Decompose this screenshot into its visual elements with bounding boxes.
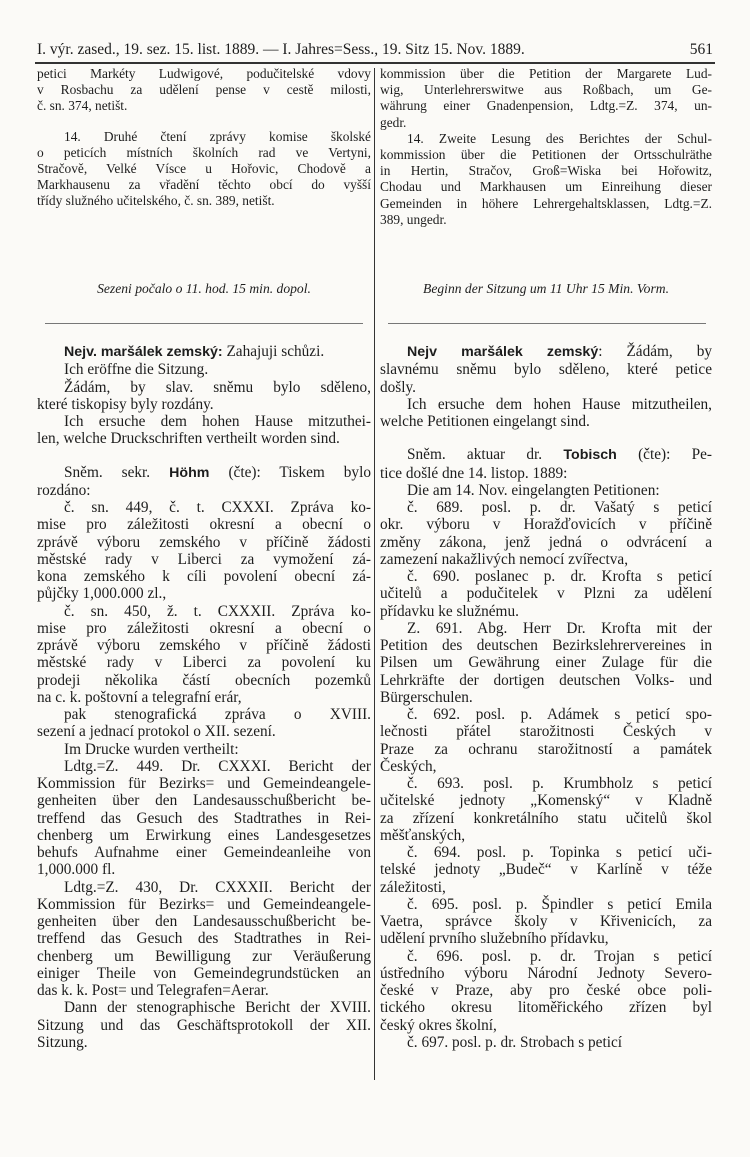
text-line: Pilsen um Gewährung einer Zulage für die: [380, 654, 712, 672]
text-line: o peticích místních školních rad ve Vertyni,: [37, 144, 371, 160]
text-line: Dann der stenographische Bericht der XVIII.: [64, 999, 371, 1017]
text-line: Kommission für Bezirks= und Gemeindeangele-: [37, 775, 371, 792]
paragraph: [380, 844, 712, 896]
paragraph: [37, 758, 371, 879]
paragraph: [380, 706, 712, 775]
text-line: Českých,: [380, 757, 437, 775]
text-line: lečnosti přátel starožitnosti Českých v: [380, 723, 712, 741]
paragraph: [380, 482, 712, 499]
text-line: č. 692. posl. p. Adámek s peticí spo-: [407, 706, 712, 723]
text-line: zprávě výboru zemského v příčině žádosti: [37, 637, 371, 654]
paragraph: [37, 66, 371, 115]
text-line: petici Markéty Ludwigové, podučitelské vdovy: [37, 66, 371, 81]
paragraph: [37, 741, 371, 758]
text-line: změny zákona, jenž jedná o odvrácení a: [380, 533, 712, 551]
text-line: č. sn. 374, netišt.: [37, 98, 128, 114]
text-line: č. sn. 449, č. t. CXXXI. Zpráva ko-: [64, 499, 371, 516]
text-line: č. 693. posl. p. Krumbholz s peticí: [407, 775, 712, 792]
text-line: Im Drucke wurden vertheilt:: [64, 740, 239, 758]
text-line: Chodau und Markhausen um Einreihung dieser: [380, 179, 712, 195]
paragraph: [380, 499, 712, 568]
text-line: Žádám, by slav. sněmu bylo sděleno,: [64, 378, 371, 396]
header-rule: [35, 62, 715, 64]
right-upper-column: [380, 66, 712, 228]
text-line: Vaetra, správce školy v Křivenicích, za: [380, 913, 712, 930]
text-line: č. sn. 450, ž. t. CXXXII. Zpráva ko-: [64, 602, 371, 620]
text-block: [380, 446, 712, 1051]
text-line: třídy služného učitelského, č. sn. 389, netišt.: [37, 193, 275, 209]
right-lower-column: [380, 343, 712, 1051]
text-line: 14. Druhé čtení zprávy komise školské: [64, 128, 371, 144]
text-block: [380, 343, 712, 430]
left-lower-column: [37, 343, 371, 1051]
session-start-german: Beginn der Sitzung um 11 Uhr 15 Min. Vorm.: [423, 281, 669, 296]
text-line: tice došlé dne 14. listop. 1889:: [380, 464, 568, 482]
text-line: gedr.: [380, 114, 407, 130]
text-line: len, welche Druckschriften vertheilt worden sind.: [37, 430, 340, 448]
text-line: Ldtg.=Z. 430, Dr. CXXXII. Bericht der: [64, 878, 371, 896]
text-line: Kommission für Bezirks= und Gemeindeangele-: [37, 895, 371, 913]
text-line: das k. k. Post= und Telegrafen=Aerar.: [37, 982, 269, 999]
text-line: č. 689. posl. p. dr. Vašatý s peticí: [407, 499, 712, 516]
speaker-name: Nejv maršálek zemský: [407, 344, 599, 360]
text-line: záležitosti,: [380, 878, 446, 896]
text-line: Sitzung.: [37, 1033, 88, 1051]
text-line: přídavku ke služnému.: [380, 602, 519, 620]
text-line: chenberg um Erwirkung eines Landesgesetzes: [37, 826, 371, 844]
text-line: zprávě výboru zemského v příčině žádosti: [37, 533, 371, 551]
text-line: měšťanských,: [380, 826, 466, 844]
text-line: slavnému sněmu bylo sděleno, které petice: [380, 361, 712, 379]
text-line: č. 690. poslanec p. dr. Krofta s peticí: [407, 568, 712, 585]
paragraph: [37, 706, 371, 741]
text-line: v Rosbachu za udělení pense v cestě milosti,: [37, 82, 371, 98]
text-line: Z. 691. Abg. Herr Dr. Krofta mit der: [407, 619, 712, 637]
text-line: treffend das Gesuch des Stadtrathes in Rei-: [37, 809, 371, 827]
text-line: č. 694. posl. p. Topinka s peticí uči-: [407, 844, 712, 861]
text-line: které tiskopisy byly rozdány.: [37, 395, 214, 413]
text-line: na c. k. poštovní a telegrafní erár,: [37, 688, 242, 706]
text-line: 14. Zweite Lesung des Berichtes der Schul-: [407, 130, 712, 146]
paragraph: [37, 379, 371, 414]
paragraph: [380, 343, 712, 396]
text-block: [37, 464, 371, 1052]
text-line: währung einer Gnadenpension, Ldtg.=Z. 374, un-: [380, 98, 712, 114]
text-line: prodeji několika částí obecních pozemků: [37, 671, 371, 689]
text-line: [37, 343, 371, 361]
left-upper-column: [37, 66, 371, 210]
paragraph: [380, 1034, 712, 1051]
text-line: 389, ungedr.: [380, 211, 447, 227]
column-divider: [374, 68, 375, 1080]
paragraph: [380, 948, 712, 1034]
speaker-name: Höhm: [169, 464, 210, 481]
text-line: Bürgerschulen.: [380, 688, 473, 706]
text-line: sezení a jednací protokol o XII. sezení.: [37, 723, 276, 741]
text-line: mise pro záležitosti okresní a obecní o: [37, 516, 371, 534]
text-line: 1,000.000 fl.: [37, 861, 116, 879]
text-line: in Hertin, Stračov, Groß=Wiska bei Hořowitz,: [380, 163, 712, 179]
text-line: genheiten über den Landesausschußbericht be-: [37, 792, 371, 810]
paragraph: [380, 66, 712, 131]
paragraph: [380, 896, 712, 948]
text-line: Gemeinden in höhere Lehrergehaltsklassen, Ldtg.=Z.: [380, 195, 712, 211]
text-line: městské rady v Liberci za vymožení zá-: [37, 550, 371, 568]
text-line: genheiten über den Landesausschußbericht be-: [37, 913, 371, 930]
text-line: [380, 343, 712, 361]
paragraph: [37, 999, 371, 1051]
text-line: Lehrkräfte der dortigen deutschen Volks- und: [380, 671, 712, 689]
text-line: městské rady v Liberci za povolení ku: [37, 654, 371, 672]
text-line: Stračově, Velké Vísce u Hořovic, Chodově a: [37, 161, 371, 177]
text-line: č. 697. posl. p. dr. Strobach s peticí: [407, 1033, 622, 1051]
text-line: treffend das Gesuch des Stadtrathes in Rei-: [37, 930, 371, 948]
paragraph: [380, 446, 712, 482]
paragraph: [37, 129, 371, 210]
text-line: Ich eröffne die Sitzung.: [64, 361, 209, 379]
text-line: kommission über die Petition der Margarete Lud-: [380, 66, 712, 81]
text-line: učitelské jednoty „Komenský“ v Kladně: [380, 792, 712, 810]
section-rule-left: [45, 323, 363, 324]
paragraph: [380, 775, 712, 844]
text-line: kona zemského k cíli povolení obecní zá-: [37, 568, 371, 585]
text-line: Ldtg.=Z. 449. Dr. CXXXI. Bericht der: [64, 757, 371, 775]
text-line: učitelů a podučitelek v Plzni za udělení: [380, 585, 712, 603]
text-line: udělení prvního služebního přídavku,: [380, 930, 609, 948]
text-segment: (čte): Pe-: [616, 446, 712, 464]
text-line: Sitzung und das Geschäftsprotokoll der XII.: [37, 1016, 371, 1034]
text-block: [37, 343, 371, 448]
text-line: český okres školní,: [380, 1016, 497, 1034]
text-line: [37, 464, 371, 482]
paragraph: [37, 603, 371, 707]
paragraph: [37, 464, 371, 500]
text-line: wig, Unterlehrerswitwe aus Roßbach, um Ge-: [380, 82, 712, 98]
text-line: za zřízení konkretálního statu učitelů škol: [380, 809, 712, 827]
paragraph: [37, 343, 371, 361]
paragraph: [37, 361, 371, 378]
text-line: mise pro záležitosti okresní a obecní o: [37, 619, 371, 637]
text-line: Ich ersuche dem hohen Hause mitzutheilen,: [407, 395, 712, 413]
text-segment: (čte): Tiskem bylo: [209, 463, 371, 481]
paragraph: [380, 568, 712, 620]
paragraph: [37, 879, 371, 1000]
paragraph: [380, 396, 712, 431]
text-line: tického okresu litoměřického zřízen byl: [380, 999, 712, 1017]
text-segment: Sněm. aktuar dr.: [407, 446, 564, 464]
text-line: české v Praze, aby pro české obce poli-: [380, 982, 712, 999]
paragraph: [380, 620, 712, 706]
text-line: welche Petitionen eingelangt sind.: [380, 413, 590, 430]
text-line: chenberg um Bewilligung zur Veräußerung: [37, 947, 371, 965]
text-line: Petition des deutschen Bezirkslehrervereines in: [380, 637, 712, 654]
speaker-name: Tobisch: [563, 447, 617, 464]
running-header: [37, 35, 713, 59]
text-line: okr. výboru v Horažďovicích v příčině: [380, 516, 712, 534]
text-segment: Sněm. sekr.: [64, 463, 170, 481]
text-line: telské jednoty „Budeč“ v Karlíně v téže: [380, 861, 712, 879]
section-rule-right: [388, 323, 706, 324]
text-line: č. 695. posl. p. Špindler s peticí Emila: [407, 895, 712, 913]
text-line: pak stenografická zpráva o XVIII.: [64, 706, 371, 723]
text-line: Ich ersuche dem hohen Hause mitzuthei-: [64, 413, 371, 430]
text-line: došly.: [380, 378, 416, 396]
text-line: einiger Theile von Gemeindegrundstücken an: [37, 964, 371, 982]
text-line: kommission über die Petitionen der Ortsschulräthe: [380, 147, 712, 163]
paragraph: [37, 413, 371, 448]
text-line: Markhausenu za vřadění těchto obcí do vyšší: [37, 177, 371, 193]
text-segment: Zahajuji schůzi.: [222, 343, 325, 360]
page-number: 561: [689, 41, 713, 58]
text-line: rozdáno:: [37, 481, 91, 499]
text-line: [380, 446, 712, 464]
text-line: ústředního výboru Národní Jednoty Severo-: [380, 964, 712, 982]
text-line: Die am 14. Nov. eingelangten Petitionen:: [407, 481, 660, 499]
text-line: č. 696. posl. p. dr. Trojan s peticí: [407, 947, 712, 965]
speaker-name: Nejv. maršálek zemský:: [64, 344, 223, 360]
session-start-czech: Sezeni počalo o 11. hod. 15 min. dopol.: [97, 281, 311, 296]
text-segment: : Žádám, by: [598, 343, 712, 360]
header-title: I. výr. zased., 19. sez. 15. list. 1889. — I. Jahres=Sess., 19. Sitz 15. Nov. 1889.: [37, 41, 525, 58]
text-line: Praze za ochranu starožitností a památek: [380, 740, 712, 758]
paragraph: [37, 499, 371, 603]
paragraph: [380, 131, 712, 228]
text-line: půjčky 1,000.000 zl.,: [37, 585, 167, 603]
text-line: zamezení nakažlivých nemocí zvířectva,: [380, 550, 629, 568]
text-line: behufs Aufnahme einer Gemeindeanleihe von: [37, 844, 371, 861]
